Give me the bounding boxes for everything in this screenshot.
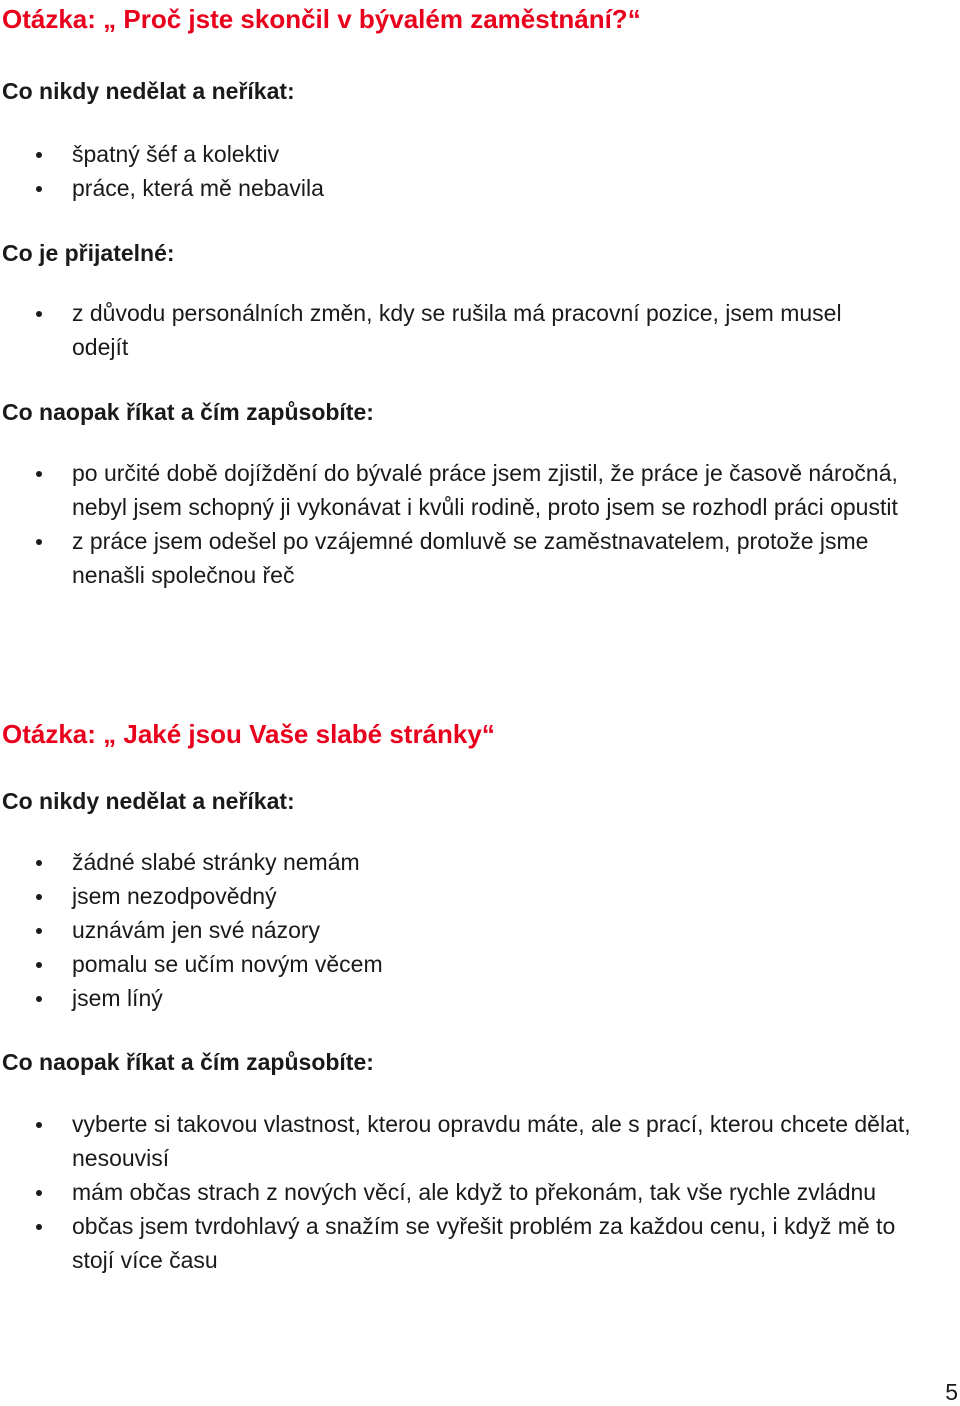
list-item: po určité době dojíždění do bývalé práce jsem zjistil, že práce je časově náročná, nebyl jsem schopný ji vykonávat i kvůli rodině, proto jsem se rozhodl práci opustit [0,456,920,524]
list-item: z práce jsem odešel po vzájemné domluvě se zaměstnavatelem, protože jsme nenašli společnou řeč [0,524,920,592]
q1-never-heading: Co nikdy nedělat a neříkat: [2,78,295,104]
list-item: žádné slabé stránky nemám [0,845,900,879]
list-item: uznávám jen své názory [0,913,900,947]
list-item: práce, která mě nebavila [0,171,900,205]
question-1-title: Otázka: „ Proč jste skončil v bývalém zaměstnání?“ [2,4,641,34]
q1-instead-list [0,456,920,592]
q2-instead-list [0,1107,940,1277]
question-2-title: Otázka: „ Jaké jsou Vaše slabé stránky“ [2,719,495,749]
page-number: 5 [945,1379,958,1405]
list-item: občas jsem tvrdohlavý a snažím se vyřešit problém za každou cenu, i když mě to stojí více času [0,1209,940,1277]
q2-never-heading: Co nikdy nedělat a neříkat: [2,788,295,814]
list-item: špatný šéf a kolektiv [0,137,900,171]
list-item: pomalu se učím novým věcem [0,947,900,981]
list-item: jsem nezodpovědný [0,879,900,913]
q1-acceptable-heading: Co je přijatelné: [2,240,175,266]
q1-instead-heading: Co naopak říkat a čím zapůsobíte: [2,399,374,425]
list-item: z důvodu personálních změn, kdy se rušila má pracovní pozice, jsem musel odejít [0,296,860,364]
list-item: jsem líný [0,981,900,1015]
q1-acceptable-list [0,296,860,364]
list-item: mám občas strach z nových věcí, ale když to překonám, tak vše rychle zvládnu [0,1175,940,1209]
q2-instead-heading: Co naopak říkat a čím zapůsobíte: [2,1049,374,1075]
q2-never-list [0,845,900,1015]
list-item: vyberte si takovou vlastnost, kterou opravdu máte, ale s prací, kterou chcete dělat, nesouvisí [0,1107,940,1175]
q1-never-list [0,137,900,205]
